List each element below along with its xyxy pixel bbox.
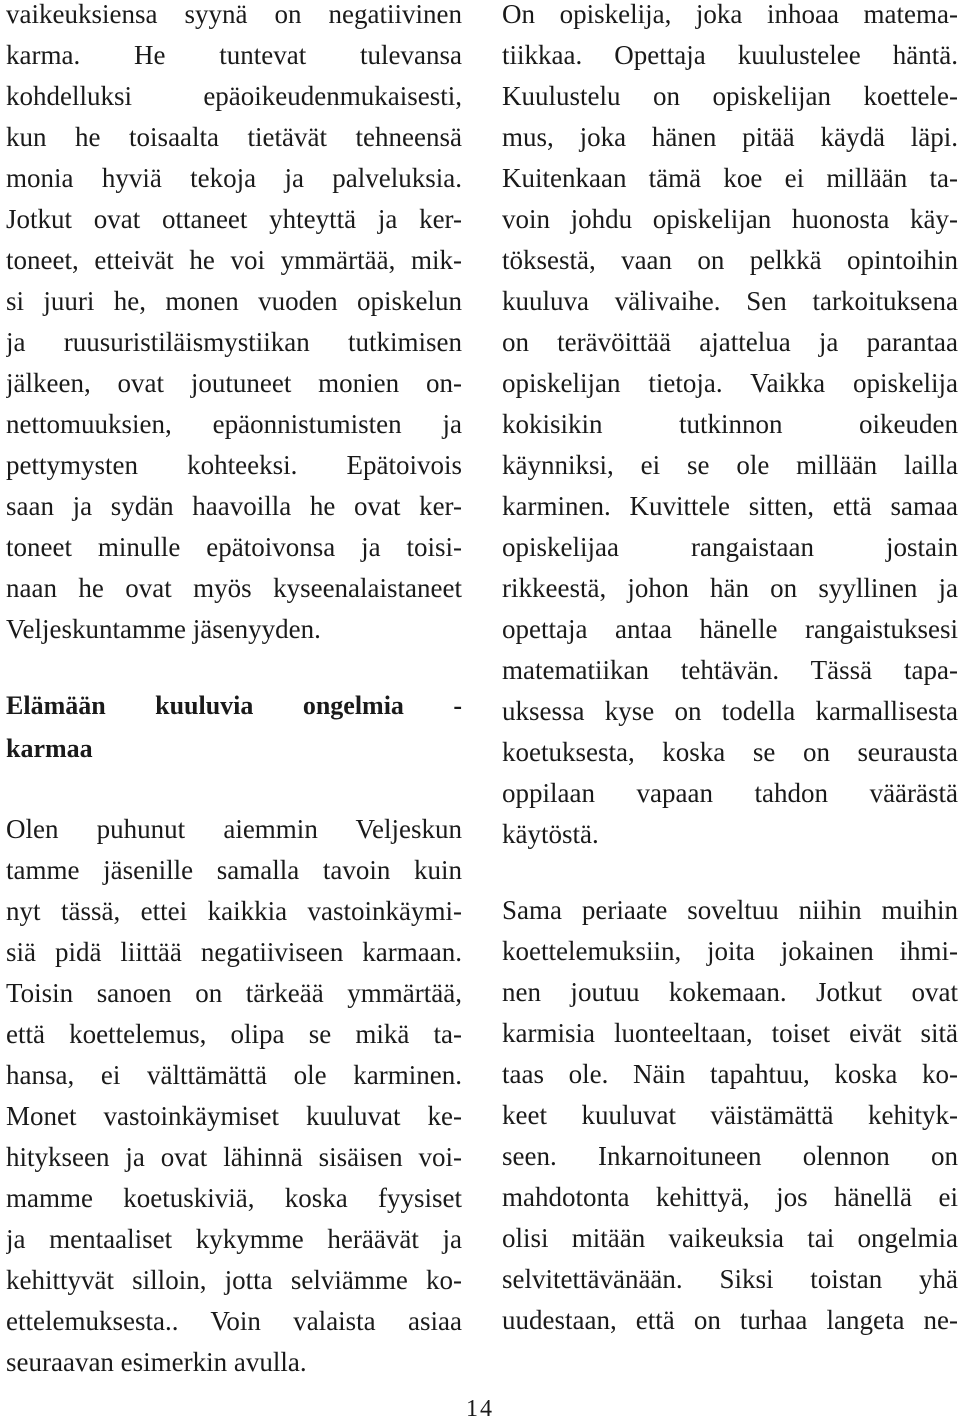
text-line: jälkeen, ovat joutuneet monien on-: [6, 368, 462, 398]
text-line: Monet vastoinkäymiset kuuluvat ke-: [6, 1101, 462, 1131]
text-line: si juuri he, monen vuoden opiskelun: [6, 286, 462, 316]
text-line: karmisia luonteeltaan, toiset eivät sitä: [502, 1018, 958, 1048]
text-line: olisi mitään vaikeuksia tai ongelmia: [502, 1223, 958, 1253]
text-line: keet kuuluvat väistämättä kehityk-: [502, 1100, 958, 1130]
left-paragraph-1: [6, 0, 462, 650]
left-heading: [6, 684, 462, 770]
text-line: Olen puhunut aiemmin Veljeskun: [6, 814, 462, 844]
text-line: opettaja antaa hänelle rangaistuksesi: [502, 614, 958, 644]
text-line: karminen. Kuvittele sitten, että samaa: [502, 491, 958, 521]
text-line: Kuitenkaan tämä koe ei millään ta-: [502, 163, 958, 193]
left-paragraph-2: [6, 809, 462, 1383]
text-line: Veljeskuntamme jäsenyyden.: [6, 614, 321, 644]
text-line: taas ole. Näin tapahtuu, koska ko-: [502, 1059, 958, 1089]
text-line: saan ja sydän haavoilla he ovat ker-: [6, 491, 462, 521]
text-line: Kuulustelu on opiskelijan koettele-: [502, 81, 958, 111]
text-line: Jotkut ovat ottaneet yhteyttä ja ker-: [6, 204, 462, 234]
page-number: 14: [466, 1396, 494, 1422]
text-line: toneet minulle epätoivonsa ja toisi-: [6, 532, 462, 562]
text-line: ja mentaaliset kykymme heräävät ja: [6, 1224, 462, 1254]
text-line: On opiskelija, joka inhoaa matema-: [502, 0, 958, 29]
text-line: ja ruusuristiläismystiikan tutkimisen: [6, 327, 462, 357]
text-line: karmaa: [6, 734, 93, 763]
text-line: siä pidä liittää negatiiviseen karmaan.: [6, 937, 462, 967]
right-paragraph-1: [502, 0, 958, 855]
text-line: oppilaan vapaan tahdon väärästä: [502, 778, 958, 808]
text-line: koettelemuksiin, joita jokainen ihmi-: [502, 936, 958, 966]
text-line: nettomuuksien, epäonnistumisten ja: [6, 409, 462, 439]
text-line: nen joutuu kokemaan. Jotkut ovat: [502, 977, 958, 1007]
text-line: matematiikan tehtävän. Tässä tapa-: [502, 655, 958, 685]
text-line: kun he toisaalta tietävät tehneensä: [6, 122, 462, 152]
text-line: voin johdu opiskelijan huonosta käy-: [502, 204, 958, 234]
text-line: on terävöittää ajattelua ja parantaa: [502, 327, 958, 357]
text-line: töksestä, vaan on pelkkä opintoihin: [502, 245, 958, 275]
text-line: opiskelijan tietoja. Vaikka opiskelija: [502, 368, 958, 398]
text-line: Sama periaate soveltuu niihin muihin: [502, 895, 958, 925]
text-line: opiskelijaa rangaistaan jostain: [502, 532, 958, 562]
text-line: selvitettävänään. Siksi toistan yhä: [502, 1264, 958, 1294]
text-line: kokisikin tutkinnon oikeuden: [502, 409, 958, 439]
text-line: mahdotonta kehittyä, jos hänellä ei: [502, 1182, 958, 1212]
text-line: hitykseen ja ovat lähinnä sisäisen voi-: [6, 1142, 462, 1172]
text-line: pettymysten kohteeksi. Epätoivois: [6, 450, 462, 480]
text-line: rikkeestä, johon hän on syyllinen ja: [502, 573, 958, 603]
text-line: seen. Inkarnoituneen olennon on: [502, 1141, 958, 1171]
text-line: kehittyvät silloin, jotta selviämme ko-: [6, 1265, 462, 1295]
text-line: käytöstä.: [502, 819, 599, 849]
text-line: kuuluva välivaihe. Sen tarkoituksena: [502, 286, 958, 316]
text-line: tamme jäsenille samalla tavoin kuin: [6, 855, 462, 885]
text-line: uudestaan, että on turhaa langeta ne-: [502, 1305, 958, 1335]
text-line: toneet, etteivät he voi ymmärtää, mik-: [6, 245, 462, 275]
text-line: nyt tässä, ettei kaikkia vastoinkäymi-: [6, 896, 462, 926]
text-line: karma. He tuntevat tulevansa: [6, 40, 462, 70]
text-line: koetuksesta, koska se on seurausta: [502, 737, 958, 767]
text-line: monia hyviä tekoja ja palveluksia.: [6, 163, 462, 193]
text-line: mus, joka hänen pitää käydä läpi.: [502, 122, 958, 152]
text-line: vaikeuksiensa syynä on negatiivinen: [6, 0, 462, 29]
text-line: Toisin sanoen on tärkeää ymmärtää,: [6, 978, 462, 1008]
text-line: kohdelluksi epäoikeudenmukaisesti,: [6, 81, 462, 111]
text-line: hansa, ei välttämättä ole karminen.: [6, 1060, 462, 1090]
text-line: ettelemuksesta.. Voin valaista asiaa: [6, 1306, 462, 1336]
text-line: Elämään kuuluvia ongelmia -: [6, 691, 462, 720]
text-line: naan he ovat myös kyseenalaistaneet: [6, 573, 462, 603]
text-line: että koettelemus, olipa se mikä ta-: [6, 1019, 462, 1049]
text-line: mamme koetuskiviä, koska fyysiset: [6, 1183, 462, 1213]
right-paragraph-2: [502, 890, 958, 1341]
text-line: uksessa kyse on todella karmallisesta: [502, 696, 958, 726]
text-line: käynniksi, ei se ole millään lailla: [502, 450, 958, 480]
text-line: seuraavan esimerkin avulla.: [6, 1347, 307, 1377]
text-line: tiikkaa. Opettaja kuulustelee häntä.: [502, 40, 958, 70]
